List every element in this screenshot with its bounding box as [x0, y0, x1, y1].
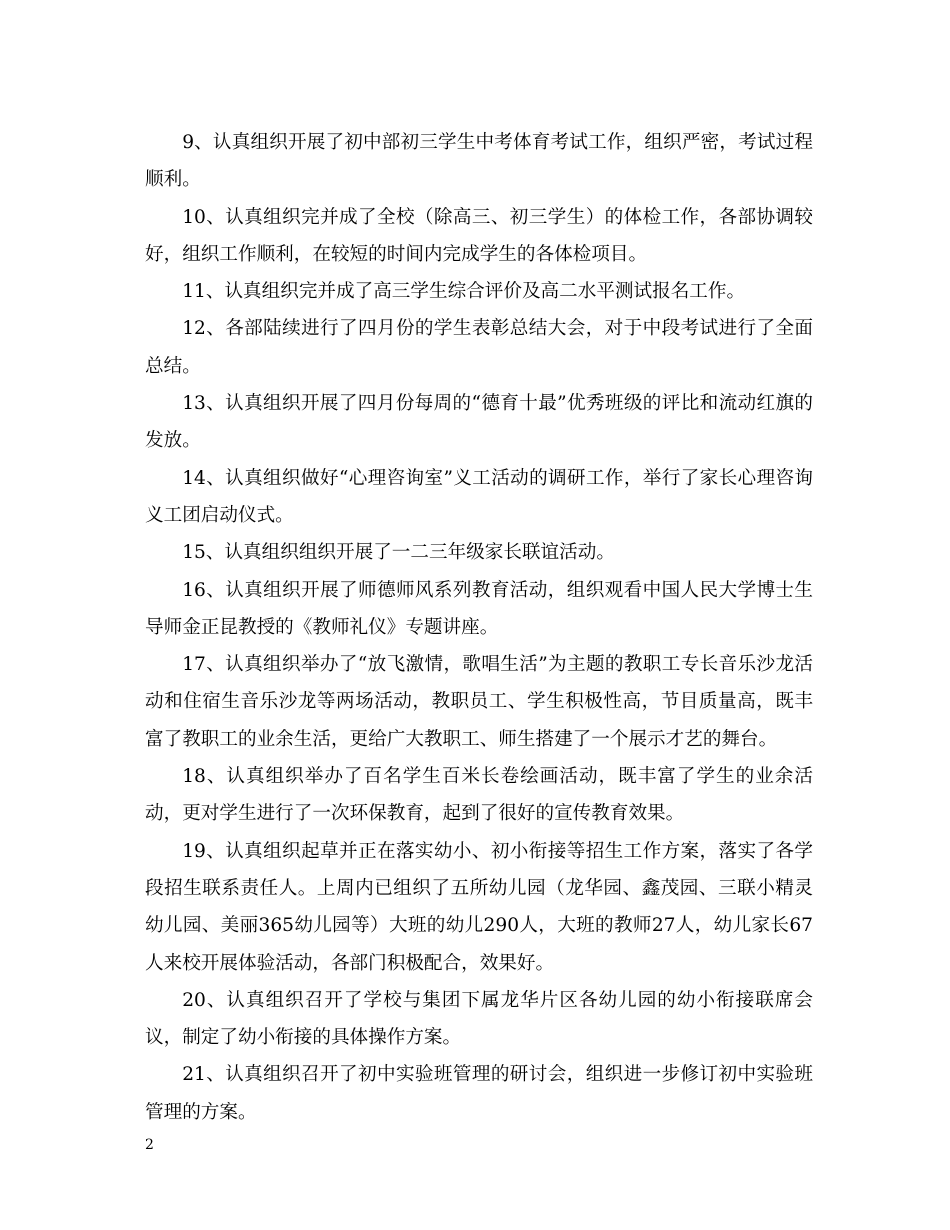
paragraph-item-11: 11、认真组织完并成了高三学生综合评价及高二水平测试报名工作。	[182, 281, 746, 303]
paragraph-item-13: 13、认真组织开展了四月份每周的“德育十最”优秀班级的评比和流动红旗的发放。	[145, 393, 813, 452]
page-number: 2	[145, 1137, 154, 1153]
paragraph-item-21: 21、认真组织召开了初中实验班管理的研讨会，组织进一步修订初中实验班管理的方案。	[145, 1064, 813, 1123]
paragraph-item-14: 14、认真组织做好“心理咨询室”义工活动的调研工作，举行了家长心理咨询义工团启动仪式。	[145, 467, 813, 526]
body-text	[145, 124, 813, 1131]
paragraph-item-18: 18、认真组织举办了百名学生百米长卷绘画活动，既丰富了学生的业余活动，更对学生进行了一次环保教育，起到了很好的宣传教育效果。	[145, 766, 813, 825]
paragraph-item-15: 15、认真组织组织开展了一二三年级家长联谊活动。	[182, 542, 615, 564]
paragraph-item-20: 20、认真组织召开了学校与集团下属龙华片区各幼儿园的幼小衔接联席会议，制定了幼小衔接的具体操作方案。	[145, 989, 813, 1049]
paragraph-item-16: 16、认真组织开展了师德师风系列教育活动，组织观看中国人民大学博士生导师金正昆教授的《教师礼仪》专题讲座。	[145, 579, 813, 638]
paragraph-item-19: 19、认真组织起草并正在落实幼小、初小衔接等招生工作方案，落实了各学段招生联系责任人。上周内已组织了五所幼儿园（龙华园、鑫茂园、三联小精灵幼儿园、美丽365幼儿园等）大班的幼儿290人，大班的教师27人，幼儿家长67人来校开展体验活动，各部门积极配合，效果好。	[145, 840, 813, 974]
paragraph-item-12: 12、各部陆续进行了四月份的学生表彰总结大会，对于中段考试进行了全面总结。	[145, 318, 813, 377]
paragraph-item-17: 17、认真组织举办了“放飞激情，歌唱生活”为主题的教职工专长音乐沙龙活动和住宿生音乐沙龙等两场活动，教职员工、学生积极性高，节目质量高，既丰富了教职工的业余生活，更给广大教职工、师生搭建了一个展示才艺的舞台。	[145, 654, 813, 750]
paragraph-item-10: 10、认真组织完并成了全校（除高三、初三学生）的体检工作，各部协调较好，组织工作顺利，在较短的时间内完成学生的各体检项目。	[145, 206, 813, 265]
paragraph-item-9: 9、认真组织开展了初中部初三学生中考体育考试工作，组织严密，考试过程顺利。	[145, 132, 813, 191]
